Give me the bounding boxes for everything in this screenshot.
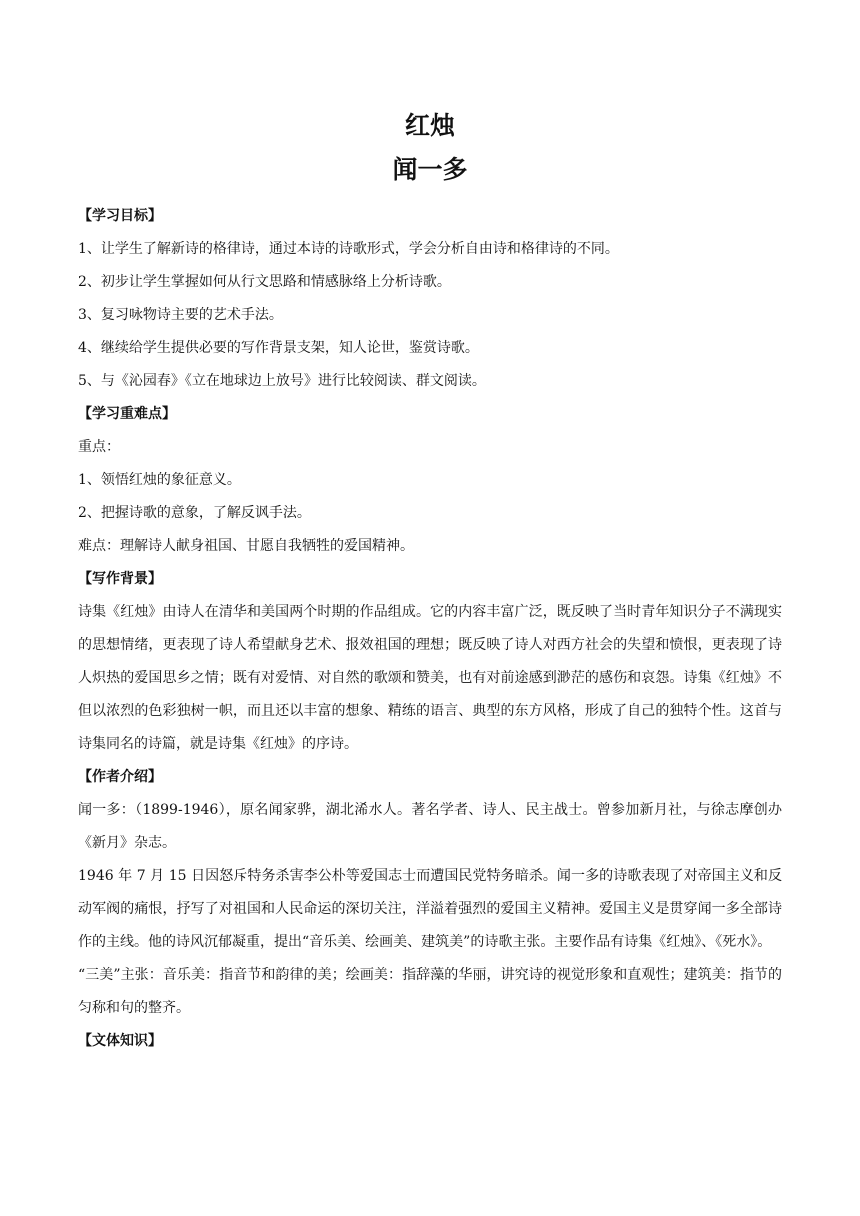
section-learning-goals bbox=[78, 200, 782, 398]
section-heading: 【学习目标】 bbox=[78, 208, 162, 224]
section-writing-background bbox=[78, 563, 782, 761]
section-heading: 【文体知识】 bbox=[78, 1033, 162, 1049]
author-paragraph: 1946 年 7 月 15 日因怒斥特务杀害李公朴等爱国志士而遭国民党特务暗杀。闻一多的诗歌表现了对帝国主义和反动军阀的痛恨，抒写了对祖国和人民命运的深切关注，洋溢着强烈的爱国主义精神。爱国主义是贯穿闻一多全部诗作的主线。他的诗风沉郁凝重，提出“音乐美、绘画美、建筑美”的诗歌主张。主要作品有诗集《红烛》、《死水》。 bbox=[78, 868, 782, 950]
key-points-label: 重点： bbox=[78, 439, 120, 455]
section-author-intro bbox=[78, 761, 782, 1025]
section-heading: 【学习重难点】 bbox=[78, 406, 176, 422]
goal-item: 2、初步让学生掌握如何从行文思路和情感脉络上分析诗歌。 bbox=[78, 274, 451, 290]
document-title: 红烛 bbox=[404, 111, 455, 140]
background-paragraph: 诗集《红烛》由诗人在清华和美国两个时期的作品组成。它的内容丰富广泛，既反映了当时青年知识分子不满现实的思想情绪，更表现了诗人希望献身艺术、报效祖国的理想；既反映了诗人对西方社会的失望和愤恨，更表现了诗人炽热的爱国思乡之情；既有对爱情、对自然的歌颂和赞美，也有对前途感到渺茫的感伤和哀怨。诗集《红烛》不但以浓烈的色彩独树一帜，而且还以丰富的想象、精练的语言、典型的东方风格，形成了自己的独特个性。这首与诗集同名的诗篇，就是诗集《红烛》的序诗。 bbox=[78, 604, 782, 752]
section-genre-knowledge bbox=[78, 1025, 782, 1058]
section-heading: 【作者介绍】 bbox=[78, 769, 162, 785]
key-point-item: 2、把握诗歌的意象，了解反讽手法。 bbox=[78, 505, 311, 521]
document-author: 闻一多 bbox=[392, 155, 468, 184]
difficulty-text: 难点：理解诗人献身祖国、甘愿自我牺牲的爱国精神。 bbox=[78, 538, 414, 554]
author-paragraph: 闻一多：（1899-1946），原名闻家骅，湖北浠水人。著名学者、诗人、民主战士。曾参加新月社，与徐志摩创办《新月》杂志。 bbox=[78, 802, 782, 851]
key-point-item: 1、领悟红烛的象征意义。 bbox=[78, 472, 241, 488]
section-heading: 【写作背景】 bbox=[78, 571, 162, 587]
goal-item: 5、与《沁园春》《立在地球边上放号》进行比较阅读、群文阅读。 bbox=[78, 373, 486, 389]
goal-item: 4、继续给学生提供必要的写作背景支架，知人论世，鉴赏诗歌。 bbox=[78, 340, 479, 356]
author-paragraph: “三美”主张：音乐美：指音节和韵律的美；绘画美：指辞藻的华丽，讲究诗的视觉形象和直观性；建筑美：指节的匀称和句的整齐。 bbox=[78, 967, 782, 1016]
section-key-points bbox=[78, 398, 782, 563]
goal-item: 1、让学生了解新诗的格律诗，通过本诗的诗歌形式，学会分析自由诗和格律诗的不同。 bbox=[78, 241, 619, 257]
goal-item: 3、复习咏物诗主要的艺术手法。 bbox=[78, 307, 283, 323]
